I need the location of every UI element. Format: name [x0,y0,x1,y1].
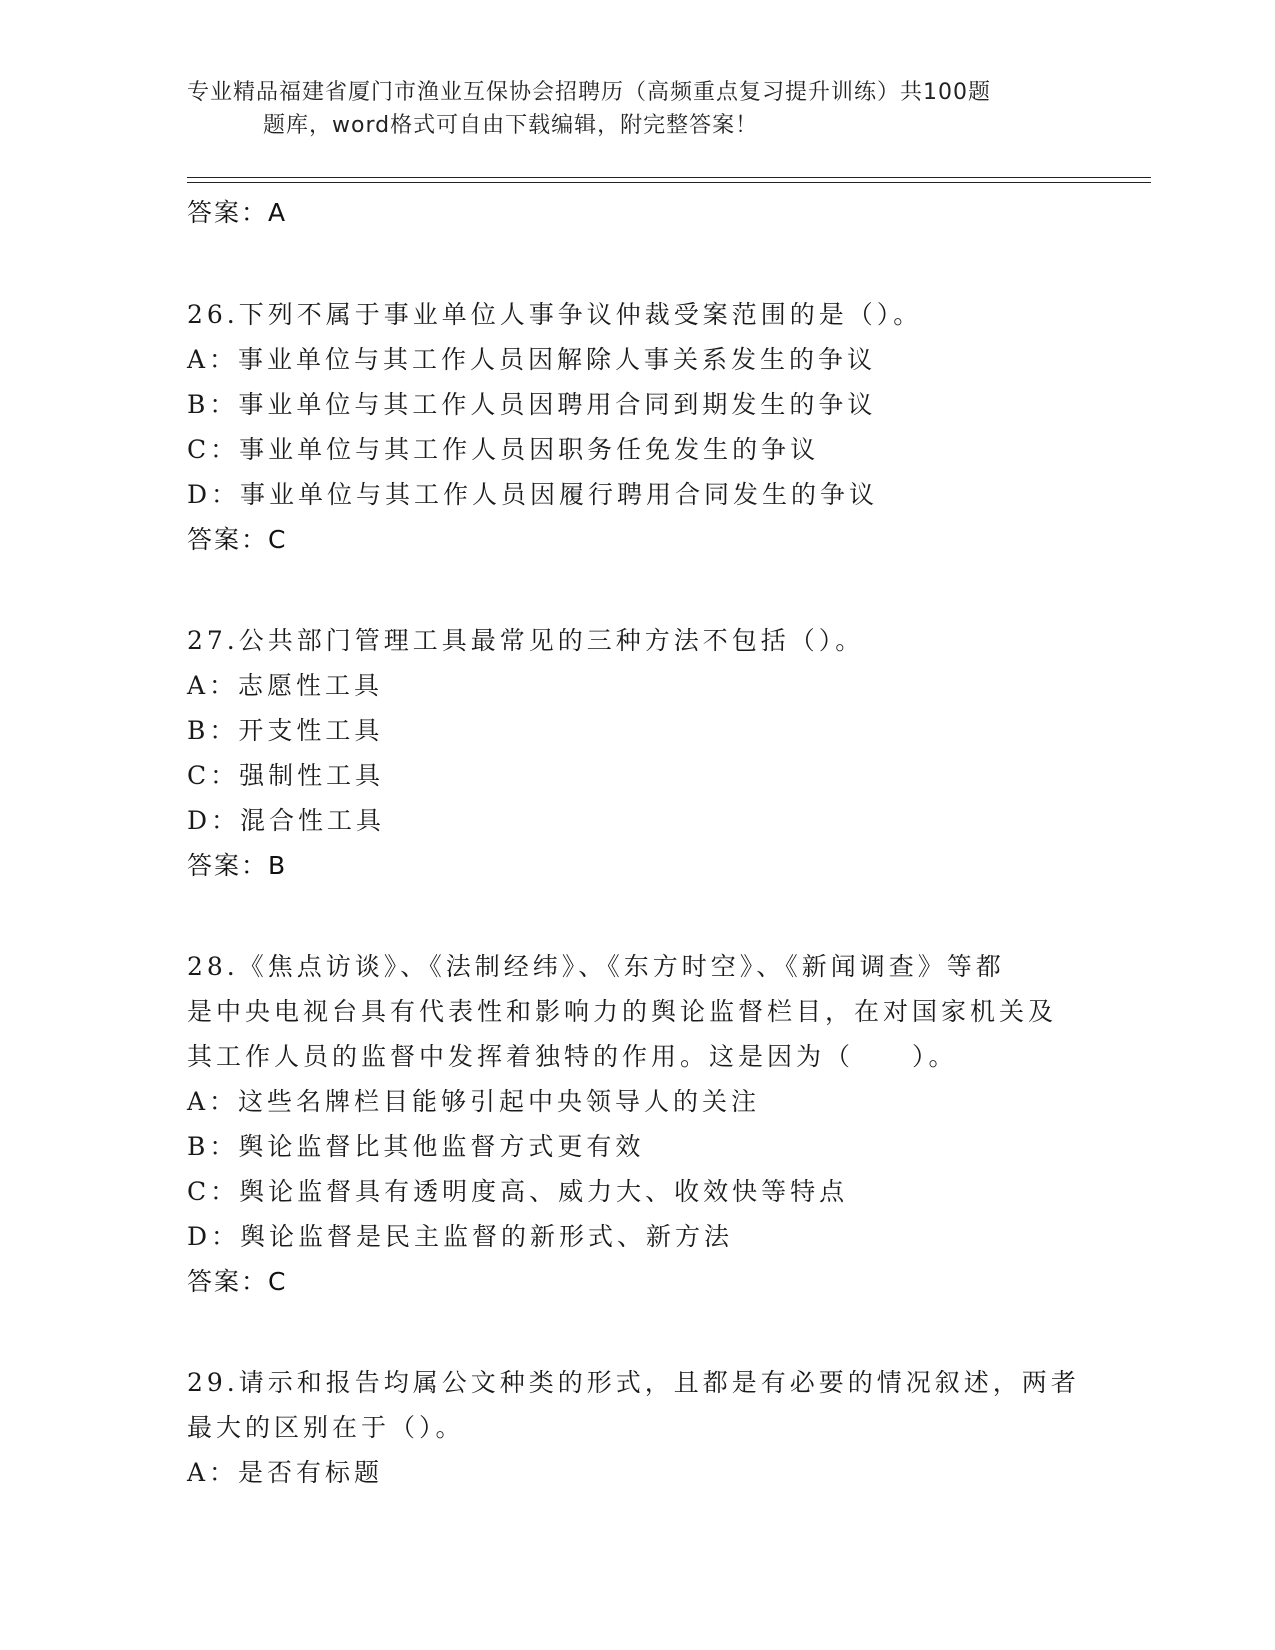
spacer [187,888,1087,944]
question-text-line: 29.请示和报告均属公文种类的形式，且都是有必要的情况叙述，两者 [187,1368,1080,1397]
option-c: C：舆论监督具有透明度高、威力大、收效快等特点 [187,1177,849,1206]
header-title-line-1: 专业精品福建省厦门市渔业互保协会招聘历（高频重点复习提升训练）共100题 [187,80,991,105]
question-text-line: 其工作人员的监督中发挥着独特的作用。这是因为（ ）。 [187,1042,958,1071]
header-divider-bottom [187,182,1151,183]
option-b: B：事业单位与其工作人员因聘用合同到期发生的争议 [187,390,877,419]
option-b: B：舆论监督比其他监督方式更有效 [187,1132,645,1161]
question-text: 26.下列不属于事业单位人事争议仲裁受案范围的是（）。 [187,300,923,329]
question-content [187,190,1087,1495]
option-c: C：强制性工具 [187,761,385,790]
option-a: A：事业单位与其工作人员因解除人事关系发生的争议 [187,345,877,374]
option-d: D：混合性工具 [187,806,386,835]
header-divider-top [187,177,1151,178]
answer-line: 答案：A [187,198,288,227]
option-a: A：志愿性工具 [187,671,384,700]
answer-line: 答案：C [187,1267,288,1296]
question-block [187,618,1087,888]
question-text-line: 是中央电视台具有代表性和影响力的舆论监督栏目，在对国家机关及 [187,997,1058,1026]
spacer [187,1304,1087,1360]
question-text-line: 最大的区别在于（）。 [187,1413,465,1442]
answer-line: 答案：B [187,851,288,880]
question-block [187,944,1087,1304]
header-title-line-2: 题库，word格式可自由下载编辑，附完整答案！ [263,113,759,138]
option-b: B：开支性工具 [187,716,384,745]
question-block [187,292,1087,562]
option-c: C：事业单位与其工作人员因职务任免发生的争议 [187,435,820,464]
spacer [187,235,1087,292]
answer-line: 答案：C [187,525,288,554]
document-header [187,76,1067,142]
option-d: D：舆论监督是民主监督的新形式、新方法 [187,1222,734,1251]
option-a: A：这些名牌栏目能够引起中央领导人的关注 [187,1087,761,1116]
option-d: D：事业单位与其工作人员因履行聘用合同发生的争议 [187,480,879,509]
question-text-line: 28.《焦点访谈》、《法制经纬》、《东方时空》、《新闻调查》等都 [187,952,1005,981]
spacer [187,562,1087,618]
question-block [187,1360,1087,1495]
question-text: 27.公共部门管理工具最常见的三种方法不包括（）。 [187,626,865,655]
option-a: A：是否有标题 [187,1458,384,1487]
